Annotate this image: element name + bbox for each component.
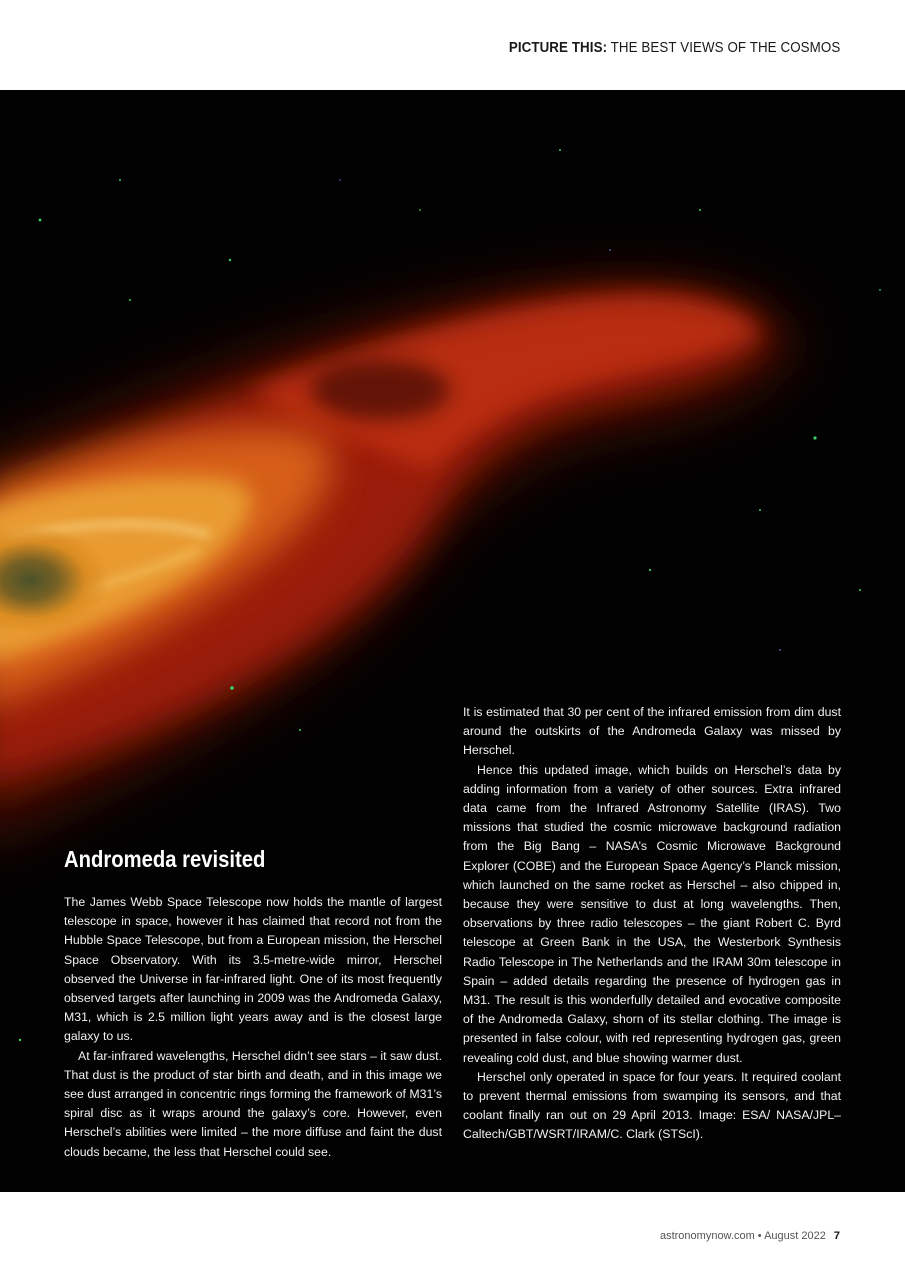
left-column <box>64 893 442 1162</box>
article-title: Andromeda revisited <box>64 846 266 872</box>
footer-site-date: astronomynow.com • August 2022 <box>659 1230 826 1242</box>
page-number: 7 <box>833 1230 840 1242</box>
section-label: PICTURE THIS: <box>508 40 607 56</box>
right-column <box>463 703 841 1145</box>
paragraph: The James Webb Space Telescope now holds the mantle of largest telescope in space, however it has claimed that record not from the Hubble Space Telescope, but from a European mission, the Herschel Space Observatory. With its 3.5-metre-wide mirror, Herschel observed the Universe in far-infrared light. One of its most frequently observed targets after launching in 2009 was the Andromeda Galaxy, M31, which is 2.5 million light years away and is the closest large galaxy to us. <box>64 895 442 1044</box>
paragraph: At far-infrared wavelengths, Herschel didn’t see stars – it saw dust. That dust is the product of star birth and death, and in this image we see dust arranged in concentric rings forming the framework of M31’s spiral disc as it wraps around the galaxy’s core. However, even Herschel’s abilities were limited – the more diffuse and faint the dust clouds became, the less that Herschel could see. <box>64 1048 442 1159</box>
paragraph: It is estimated that 30 per cent of the infrared emission from dim dust around the outskirts of the Andromeda Galaxy was missed by Herschel. <box>463 705 841 758</box>
page-footer <box>660 1230 840 1242</box>
running-header <box>508 40 840 56</box>
paragraph: Herschel only operated in space for four years. It required coolant to prevent thermal emissions from swamping its sensors, and that coolant finally ran out on 29 April 2013. Image: ESA/ NASA/JPL–Caltech/GBT/WSRT/IRAM/C. Clark (STScI). <box>463 1069 841 1142</box>
paragraph: Hence this updated image, which builds on Herschel’s data by adding information from a variety of other sources. Extra infrared data came from the Infrared Astronomy Satellite (IRAS). Two missions that studied the cosmic microwave background radiation from the Big Bang – NASA’s Cosmic Microwave Background Explorer (COBE) and the European Space Agency’s Planck mission, which launched on the same rocket as Herschel – also chipped in, because they were sensitive to dust at long wavelengths. Then, observations by three radio telescopes – the giant Robert C. Byrd telescope at Green Bank in the USA, the Westerbork Synthesis Radio Telescope in The Netherlands and the IRAM 30m telescope in Spain – added details regarding the presence of hydrogen gas in M31. The result is this wonderfully detailed and evocative composite of the Andromeda Galaxy, shorn of its stellar clothing. The image is presented in false colour, with red representing hydrogen gas, green revealing cold dust, and blue showing warmer dust. <box>463 762 841 1065</box>
section-title: THE BEST VIEWS OF THE COSMOS <box>606 40 840 56</box>
